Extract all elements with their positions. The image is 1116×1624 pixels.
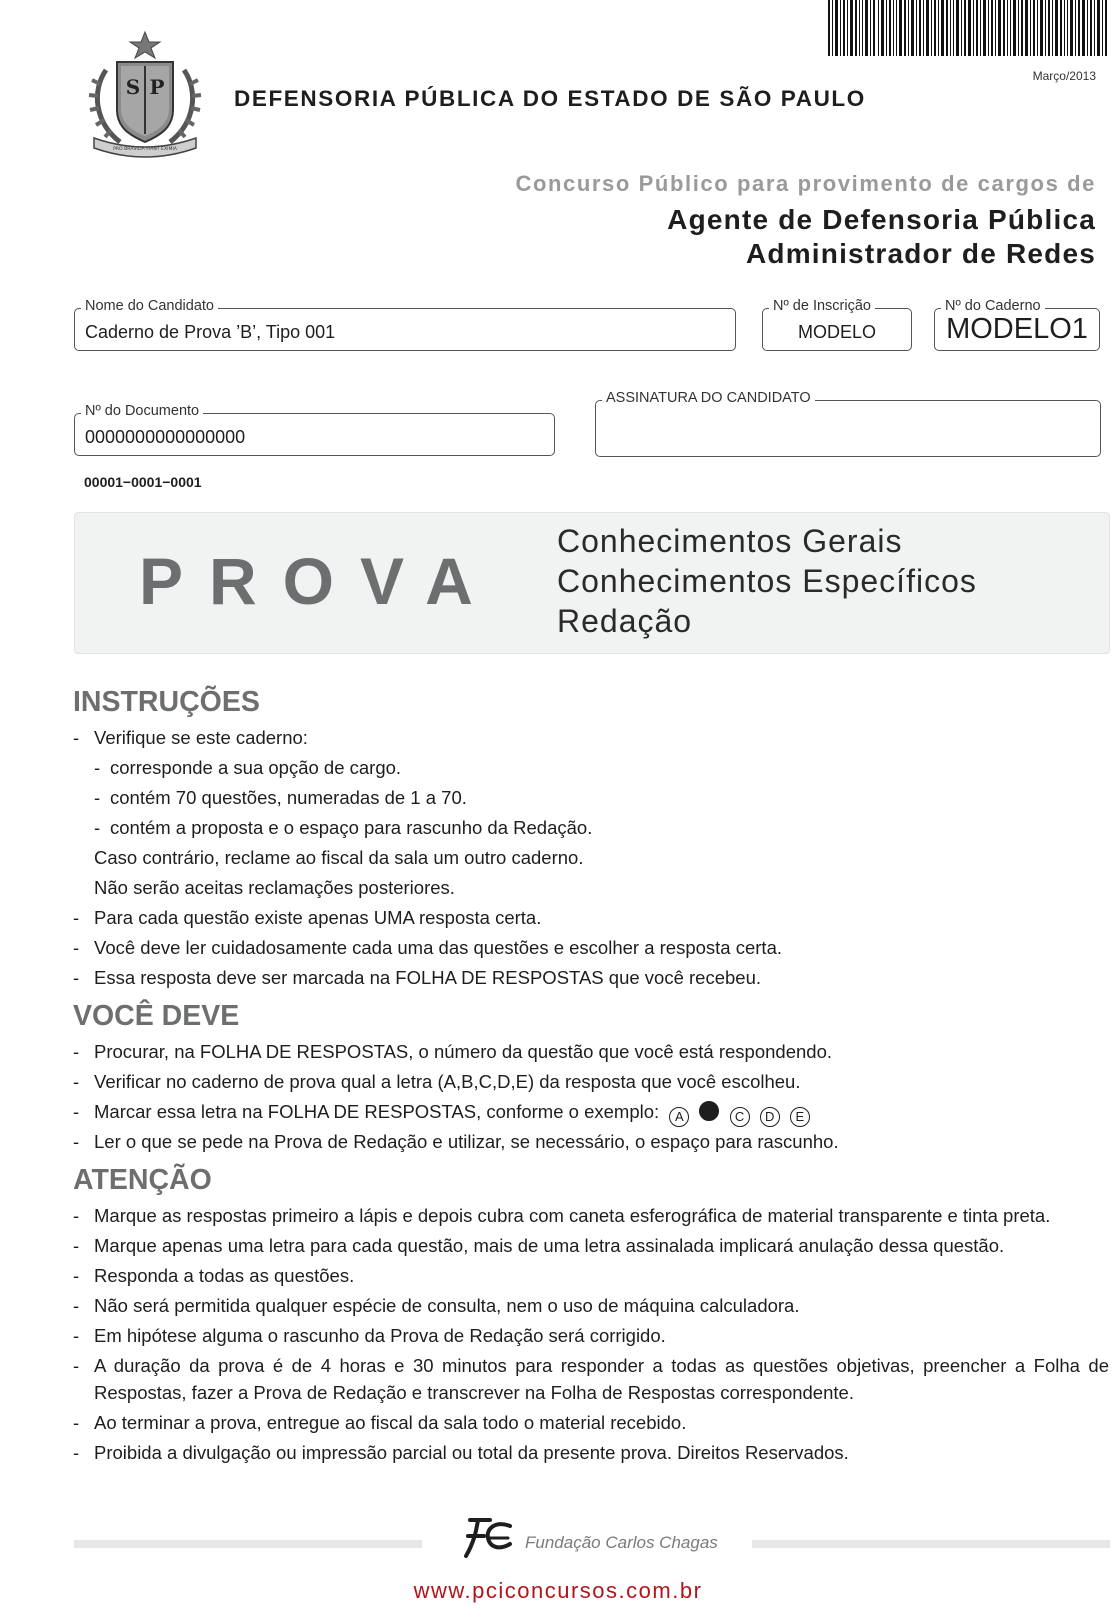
crest-initial-p: P [149,75,165,99]
candidate-name-value: Caderno de Prova ’B’, Tipo 001 [85,322,336,342]
document-number-label: Nº do Documento [81,403,203,419]
bullet-dash: - [73,1265,80,1286]
voce-deve-title: VOCÊ DEVE [73,1000,240,1032]
foundation-name: Fundação Carlos Chagas [525,1533,718,1552]
concurso-heading: Concurso Público para provimento de cargos de [515,171,1096,196]
instruction-line: corresponde a sua opção de cargo. [110,757,402,778]
atencao-line: Proibida a divulgação ou impressão parcial ou total da presente prova. Direitos Reservados. [94,1442,849,1463]
atencao-line: Marque apenas uma letra para cada questão, mais de uma letra assinalada implicará anulação dessa questão. [94,1235,1005,1256]
atencao-title: ATENÇÃO [73,1164,212,1196]
bullet-dash: - [94,787,101,808]
barcode [828,0,1108,56]
answer-bubble-b-filled [699,1101,719,1121]
footer-rule-right [752,1540,1110,1548]
bullet-dash: - [73,727,80,748]
bullet-dash: - [73,907,80,928]
booklet-number-field[interactable] [934,298,1100,351]
bullet-dash: - [73,1325,80,1346]
atencao-line: Respostas, fazer a Prova de Redação e transcrever na Folha de Respostas correspondente. [94,1382,854,1403]
answer-bubble-c: C [730,1107,750,1127]
discipline-item: Conhecimentos Gerais [557,523,903,559]
booklet-number-value: MODELO1 [946,313,1088,345]
bullet-dash: - [73,967,80,988]
bullet-dash: - [73,1041,80,1062]
answer-bubble-a: A [669,1107,689,1127]
instructions-title: INSTRUÇÕES [73,686,260,718]
atencao-line: Marque as respostas primeiro a lápis e depois cubra com caneta esferográfica de material transparente e tinta preta. [94,1205,1051,1226]
bullet-dash: - [73,937,80,958]
instruction-line: Para cada questão existe apenas UMA resposta certa. [94,907,542,928]
instruction-line: contém 70 questões, numeradas de 1 a 70. [110,787,467,808]
instruction-line: Não serão aceitas reclamações posteriores. [94,877,455,898]
bullet-dash: - [73,1295,80,1316]
bullet-dash: - [94,817,101,838]
organization-name: DEFENSORIA PÚBLICA DO ESTADO DE SÃO PAULO [234,86,866,111]
mark-example-text: Marcar essa letra na FOLHA DE RESPOSTAS, conforme o exemplo: [94,1101,660,1122]
signature-label: ASSINATURA DO CANDIDATO [602,390,815,406]
voce-deve-line [94,1101,810,1127]
atencao-line: Em hipótese alguma o rascunho da Prova de Redação será corrigido. [94,1325,666,1346]
crest-initial-s: S [125,75,141,99]
atencao-line: Ao terminar a prova, entregue ao fiscal da sala todo o material recebido. [94,1412,687,1433]
voce-deve-line: Ler o que se pede na Prova de Redação e utilizar, se necessário, o espaço para rascunho. [94,1131,839,1152]
instruction-line: Essa resposta deve ser marcada na FOLHA DE RESPOSTAS que você recebeu. [94,967,762,988]
discipline-item: Conhecimentos Específicos [557,563,977,599]
instruction-line: Você deve ler cuidadosamente cada uma das questões e escolher a resposta certa. [94,937,783,958]
document-number-value: 0000000000000000 [85,427,246,447]
footer-rule-left [74,1540,422,1548]
answer-bubble-e: E [790,1107,810,1127]
bullet-dash: - [73,1442,80,1463]
voce-deve-line: Verificar no caderno de prova qual a letra (A,B,C,D,E) da resposta que você escolheu. [94,1071,801,1092]
inscription-number-field[interactable] [762,298,912,351]
document-number-field[interactable] [74,403,555,456]
inscription-number-label: Nº de Inscrição [769,298,875,314]
bullet-dash: - [73,1412,80,1433]
candidate-name-field[interactable] [74,298,736,351]
answer-bubble-d: D [760,1107,780,1127]
voce-deve-line: Procurar, na FOLHA DE RESPOSTAS, o número da questão que você está respondendo. [94,1041,833,1062]
instruction-line: Caso contrário, reclame ao fiscal da sala um outro caderno. [94,847,584,868]
crest-motto: PRO BRASILIA FIANT EXIMIA [113,147,177,152]
inscription-number-value: MODELO [797,322,876,342]
exam-date: Março/2013 [1032,69,1096,83]
cargo-title-line2: Administrador de Redes [745,238,1096,269]
fcc-logo-icon [460,1516,514,1560]
bullet-dash: - [94,757,101,778]
control-code: 00001−0001−0001 [84,474,202,490]
bullet-dash: - [73,1071,80,1092]
bullet-dash: - [73,1205,80,1226]
exam-subjects-box [74,512,1110,654]
cargo-title-line1: Agente de Defensoria Pública [667,204,1096,235]
booklet-number-label: Nº do Caderno [941,298,1045,314]
bullet-dash: - [73,1235,80,1256]
instruction-line: contém a proposta e o espaço para rascunho da Redação. [110,817,593,838]
atencao-line: A duração da prova é de 4 horas e 30 minutos para responder a todas as questões objetivas, preencher a Folha de [94,1355,1109,1376]
bullet-dash: - [73,1101,80,1122]
instruction-line: Verifique se este caderno: [94,727,308,748]
signature-field[interactable] [595,390,1101,457]
bullet-dash: - [73,1355,80,1376]
atencao-line: Não será permitida qualquer espécie de consulta, nem o uso de máquina calculadora. [94,1295,800,1316]
discipline-item: Redação [557,603,693,639]
bullet-dash: - [73,1131,80,1152]
atencao-line: Responda a todas as questões. [94,1265,355,1286]
state-crest-logo [84,30,206,158]
candidate-name-label: Nome do Candidato [81,298,218,314]
source-url[interactable]: www.pciconcursos.com.br [413,1578,703,1603]
prova-heading: PROVA [139,544,499,618]
